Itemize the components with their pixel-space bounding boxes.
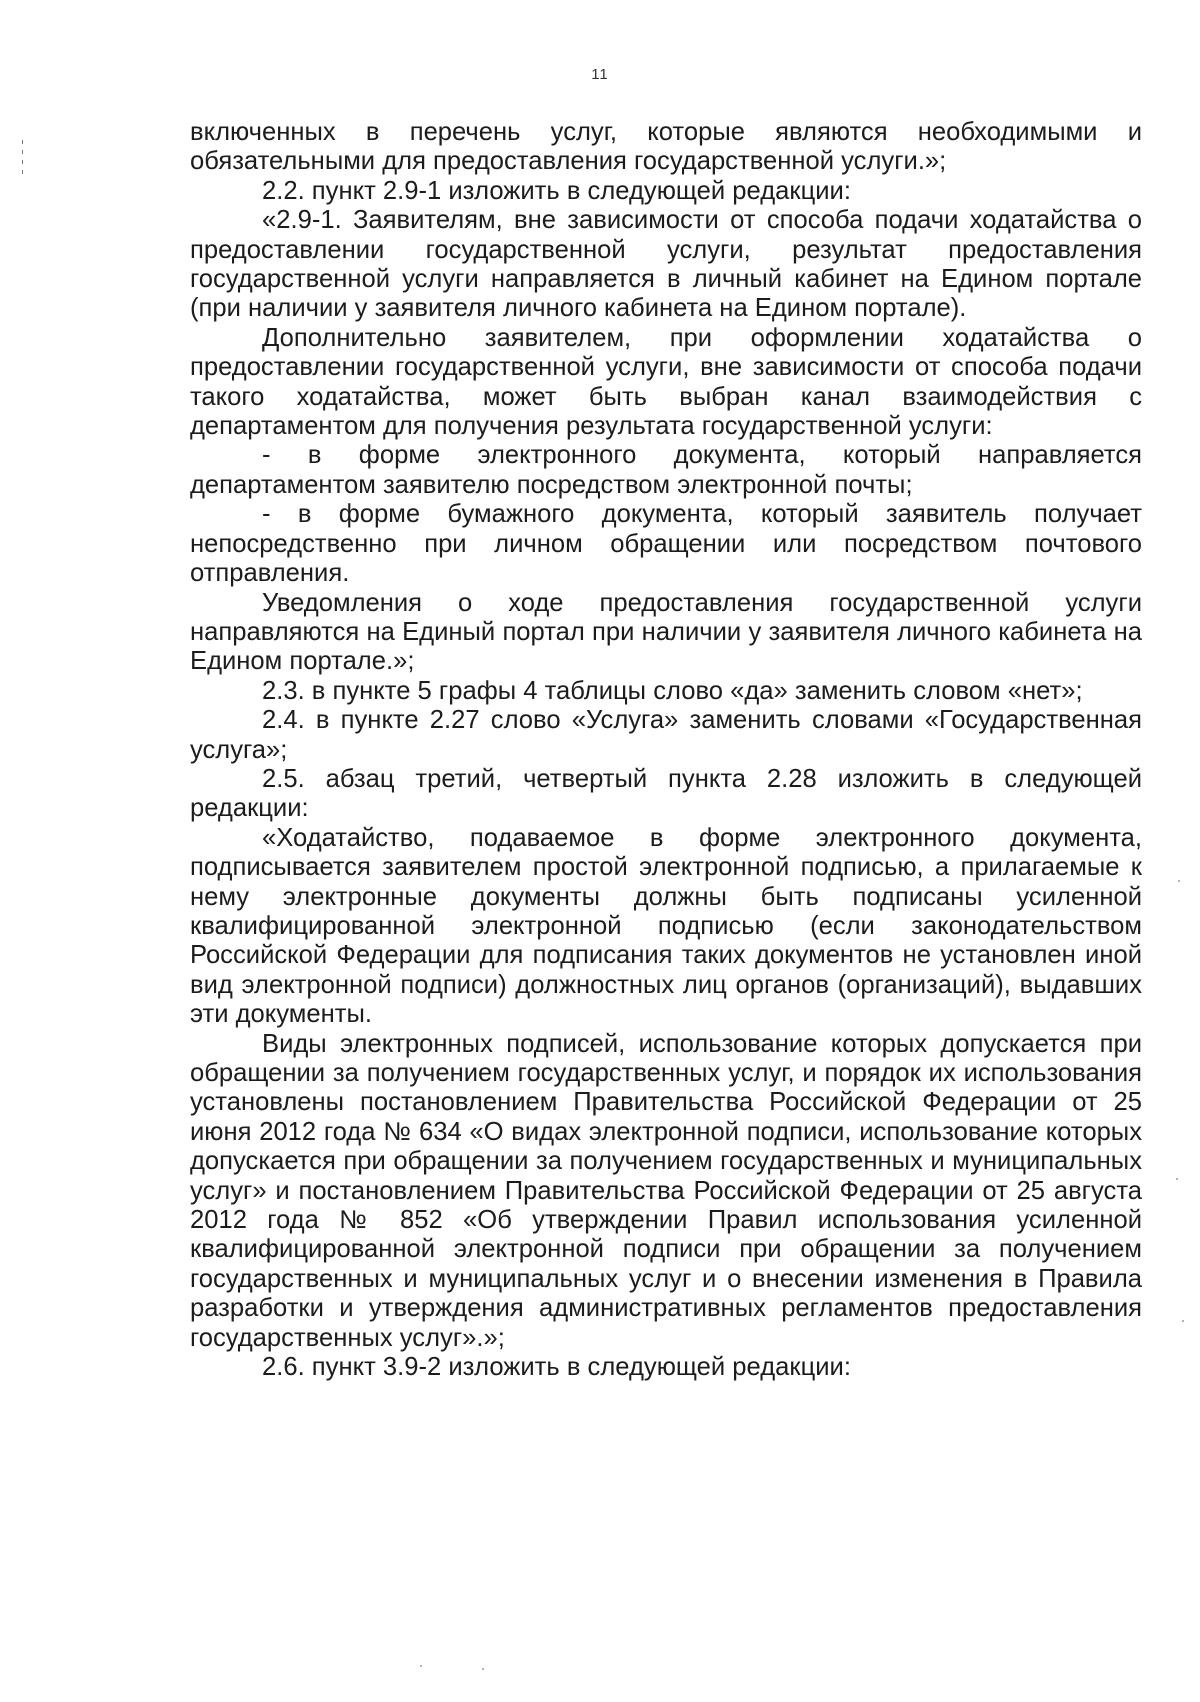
paragraph: Уведомления о ходе предоставления государственной услуги направляются на Единый портал при наличии у заявителя личного кабинета на Едином портале.»; bbox=[190, 588, 1142, 676]
page-number: 11 bbox=[591, 66, 609, 83]
scan-speck bbox=[1176, 1178, 1178, 1180]
paragraph: 2.2. пункт 2.9-1 изложить в следующей редакции: bbox=[262, 176, 851, 205]
paragraph: «2.9-1. Заявителям, вне зависимости от способа подачи ходатайства о предоставлении государственной услуги, результат предоставления государственной услуги направляется в личный кабинет на Едином портале (при наличии у заявителя личного кабинета на Едином портале). bbox=[190, 206, 1142, 323]
document-body bbox=[190, 118, 1142, 1382]
paragraph: - в форме бумажного документа, который заявитель получает непосредственно при личном обращении или посредством почтового отправления. bbox=[190, 500, 1142, 588]
paragraph: Виды электронных подписей, использование которых допускается при обращении за получением государственных услуг, и порядок их использования установлены постановлением Правительства Российской Федерации от 25 июня 2012 года № 634 «О видах электронной подписи, использование которых допускается при обращении за получением государственных и муниципальных услуг» и постановлением Правительства Российской Федерации от 25 августа 2012 года № 852 «Об утверждении Правил использования усиленной квалифицированной электронной подписи при обращении за получением государственных и муниципальных услуг и о внесении изменения в Правила разработки и утверждения административных регламентов предоставления государственных услуг».»; bbox=[190, 1029, 1142, 1352]
scan-speck bbox=[482, 1668, 484, 1670]
paragraph: включенных в перечень услуг, которые являются необходимыми и обязательными для предоставления государственной услуги.»; bbox=[190, 118, 1142, 176]
scan-margin-mark bbox=[22, 150, 23, 154]
scan-speck bbox=[1182, 1320, 1184, 1322]
paragraph: Дополнительно заявителем, при оформлении ходатайства о предоставлении государственной услуги, вне зависимости от способа подачи такого ходатайства, может быть выбран канал взаимодействия с департаментом для получения результата государственной услуги: bbox=[190, 323, 1142, 441]
scan-margin-mark bbox=[22, 160, 23, 164]
scan-margin-mark bbox=[22, 140, 23, 144]
paragraph: 2.5. абзац третий, четвертый пункта 2.28 изложить в следующей редакции: bbox=[190, 764, 1142, 823]
paragraph: 2.6. пункт 3.9-2 изложить в следующей редакции: bbox=[262, 1353, 851, 1382]
scan-speck bbox=[420, 1665, 422, 1667]
scan-margin-mark bbox=[22, 170, 23, 174]
paragraph: - в форме электронного документа, который направляется департаментом заявителю посредством электронной почты; bbox=[190, 441, 1142, 499]
paragraph: 2.4. в пункте 2.27 слово «Услуга» заменить словами «Государственная услуга»; bbox=[190, 706, 1142, 764]
paragraph: «Ходатайство, подаваемое в форме электронного документа, подписывается заявителем простой электронной подписью, а прилагаемые к нему электронные документы должны быть подписаны усиленной квалифицированной электронной подписью (если законодательством Российской Федерации для подписания таких документов не установлен иной вид электронной подписи) должностных лиц органов (организаций), выдавших эти документы. bbox=[190, 823, 1142, 1029]
paragraph: 2.3. в пункте 5 графы 4 таблицы слово «да» заменить словом «нет»; bbox=[262, 676, 1083, 705]
scan-speck bbox=[1178, 880, 1180, 882]
